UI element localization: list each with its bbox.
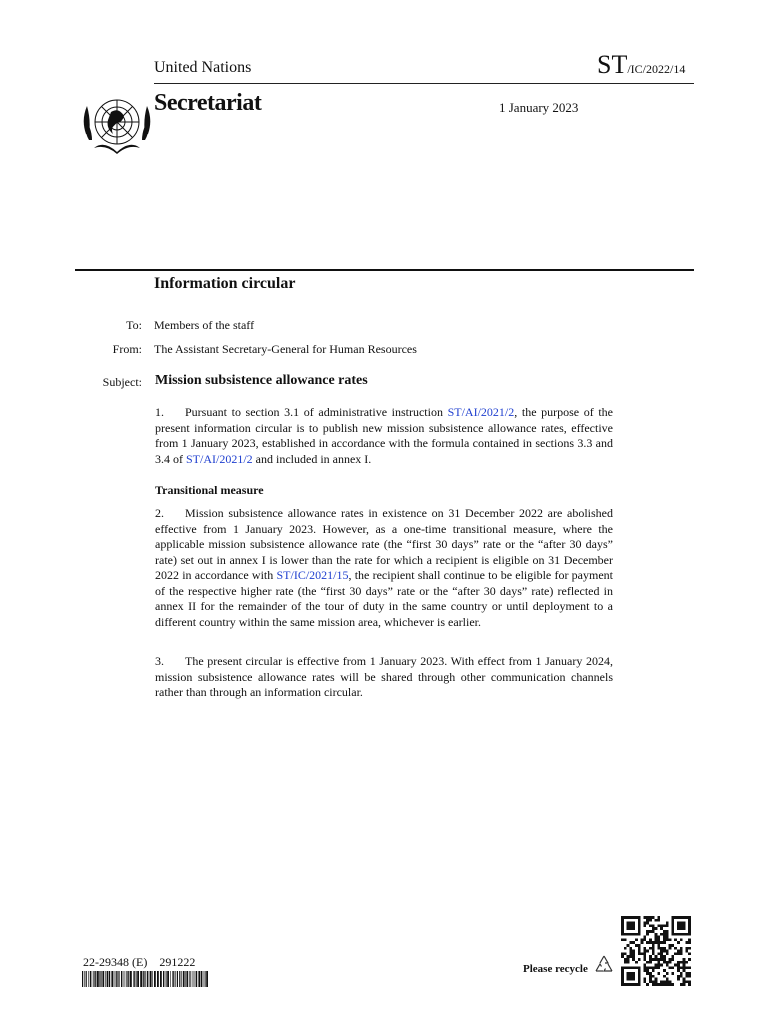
symbol-number: /IC/2022/14 (627, 62, 686, 76)
from-value: The Assistant Secretary-General for Human Resources (154, 342, 417, 356)
recycle-label: Please recycle (523, 963, 588, 975)
paragraph-text: Mission subsistence allowance rates in existence on 31 December 2022 are abolished effective from 1 January 2023. However, as a one-time transitional measure, where the applicable mission subsistence allowance rate (the “first 30 days” rate or the “after 30 days” rate) set out in annex I is lower than the rate for which a recipient is eligible on 31 December 2022 in accordance with (155, 506, 613, 582)
header-rule (154, 83, 694, 84)
subject-value: Mission subsistence allowance rates (155, 373, 368, 388)
title-rule (75, 269, 694, 271)
subject-label: Subject: (102, 375, 142, 389)
paragraph-number: 3. (155, 654, 164, 668)
paragraph-text: The present circular is effective from 1 January 2023. With effect from 1 January 2024, mission subsistence allowance rates will be shared through other communication channels rather than through an information circular. (155, 654, 613, 699)
paragraph-3 (155, 654, 613, 701)
barcode-icon (82, 971, 210, 987)
job-number: 22-29348 (E) 291222 (83, 955, 196, 969)
link-st-ai-2021-2[interactable]: ST/AI/2021/2 (186, 451, 253, 466)
section-heading: Transitional measure (155, 483, 264, 497)
recycle-icon (592, 953, 616, 977)
to-label: To: (126, 318, 142, 332)
paragraph-text: and included in annex I. (252, 451, 372, 466)
from-label: From: (112, 342, 142, 356)
paragraph-text: , the purpose of the present information circular is to publish new mission subsistence allowance rates, effective from 1 January 2023, established in accordance with the formula contained in sections 3.3 and 3.4 of (155, 405, 614, 466)
symbol-main: ST (597, 50, 628, 79)
qr-code-icon (621, 916, 691, 986)
un-emblem-icon (78, 90, 156, 156)
document-type: Information circular (154, 275, 296, 292)
link-st-ic-2021-15[interactable]: ST/IC/2021/15 (276, 568, 349, 582)
paragraph-number: 1. (155, 405, 164, 419)
link-st-ai-2021-2[interactable]: ST/AI/2021/2 (447, 405, 515, 419)
paragraph-text: , the recipient shall continue to be eligible for payment of the respective higher rate (the “first 30 days” rate or the “after 30 days” rate) reflected in annex II for the remainder of the tour of duty in the same country or until deployment to a different country within the same mission area, whichever is earlier. (155, 568, 613, 629)
document-symbol (597, 52, 685, 78)
organization-name: United Nations (154, 59, 252, 76)
issue-date: 1 January 2023 (499, 100, 579, 115)
paragraph-2 (155, 506, 613, 630)
paragraph-text: Pursuant to section 3.1 of administrative instruction (185, 405, 448, 419)
paragraph-number: 2. (155, 506, 164, 520)
to-value: Members of the staff (154, 318, 255, 332)
paragraph-1 (155, 405, 613, 467)
issuing-body: Secretariat (154, 90, 262, 116)
